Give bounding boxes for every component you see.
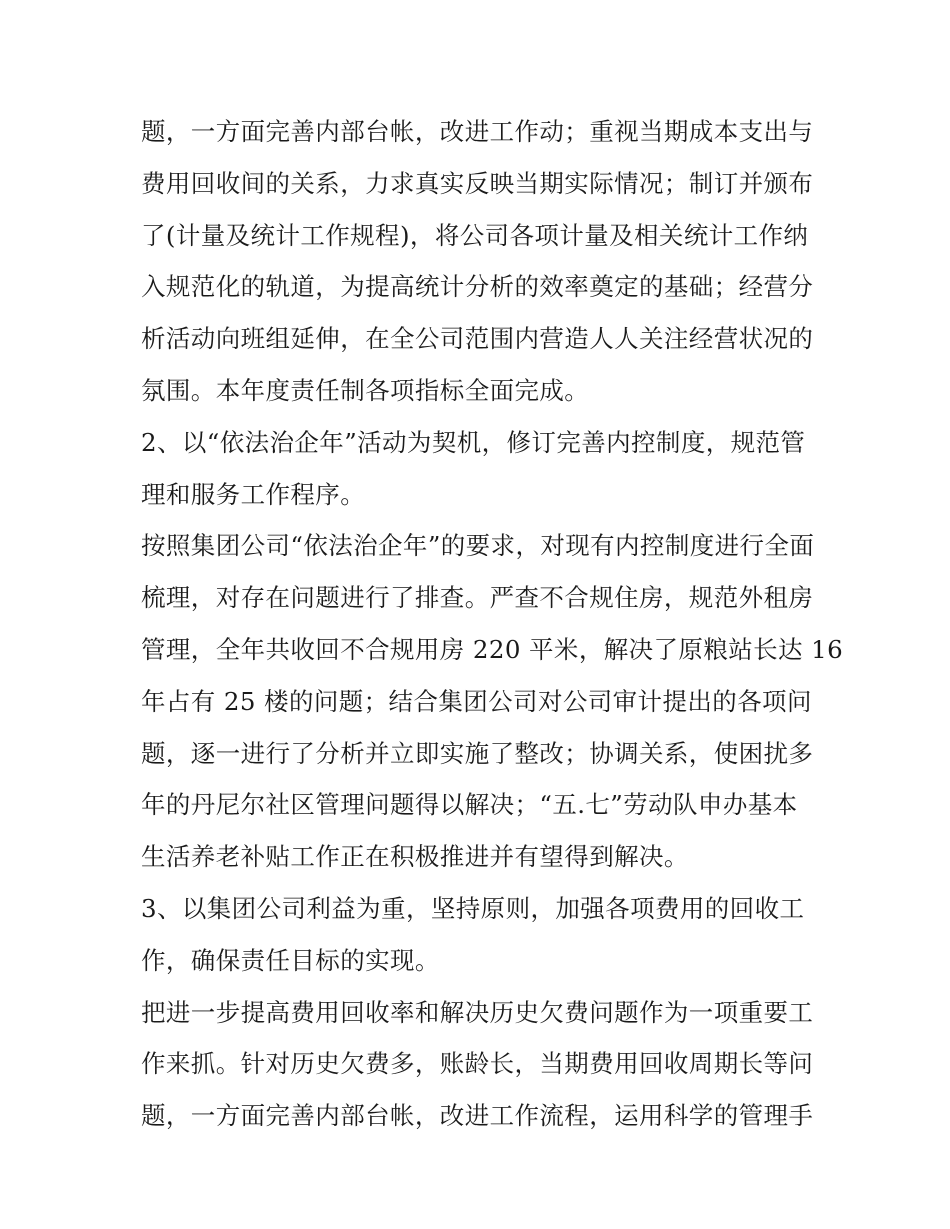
document-body [141,106,844,1142]
text-line: 入规范化的轨道，为提高统计分析的效率奠定的基础；经营分 [141,272,814,302]
text-line: 氛围。本年度责任制各项指标全面完成。 [141,375,590,405]
section-heading-line: 3、以集团公司利益为重，坚持原则，加强各项费用的回收工 [141,893,805,923]
text-line: 年占有 25 楼的问题；结合集团公司对公司审计提出的各项问 [141,686,812,716]
text-line: 作来抓。针对历史欠费多，账龄长，当期费用回收周期长等问 [141,1049,814,1079]
text-line: 年的丹尼尔社区管理问题得以解决；“五.七”劳动队申办基本 [141,790,798,820]
section-heading-line: 理和服务工作程序。 [141,479,366,509]
text-line: 题，逐一进行了分析并立即实施了整改；协调关系，使困扰多 [141,738,814,768]
text-line: 费用回收间的关系，力求真实反映当期实际情况；制订并颁布 [141,168,814,198]
section-heading-line: 作，确保责任目标的实现。 [141,945,440,975]
text-line: 了(计量及统计工作规程)，将公司各项计量及相关统计工作纳 [141,220,809,250]
text-line: 梳理，对存在问题进行了排查。严查不合规住房，规范外租房 [141,583,814,613]
text-line: 题，一方面完善内部台帐，改进工作流程，运用科学的管理手 [141,1101,814,1131]
text-line: 生活养老补贴工作正在积极推进并有望得到解决。 [141,842,689,872]
section-heading-line: 2、以“依法治企年”活动为契机，修订完善内控制度，规范管 [141,427,806,457]
text-line: 按照集团公司“依法治企年”的要求，对现有内控制度进行全面 [141,531,815,561]
text-line: 析活动向班组延伸，在全公司范围内营造人人关注经营状况的 [141,324,814,354]
text-line: 把进一步提高费用回收率和解决历史欠费问题作为一项重要工 [141,997,814,1027]
text-line: 题，一方面完善内部台帐，改进工作动；重视当期成本支出与 [141,117,814,146]
text-line: 管理，全年共收回不合规用房 220 平米，解决了原粮站长达 16 [141,634,844,664]
